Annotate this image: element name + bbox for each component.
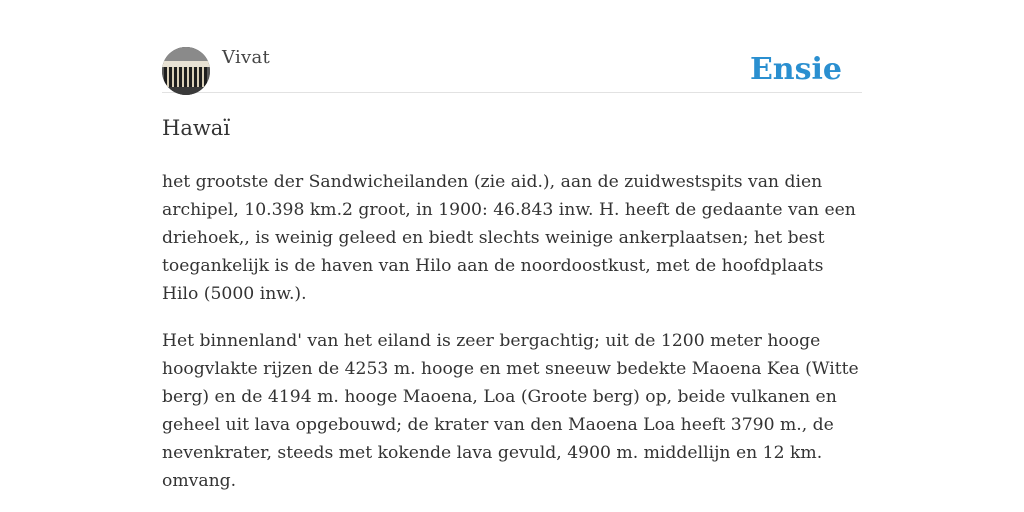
page-title: Hawaï — [162, 116, 231, 140]
author-name[interactable]: Vivat — [222, 47, 271, 68]
article-body — [162, 168, 862, 512]
paragraph: het grootste der Sandwicheilanden (zie aid.), aan de zuidwestspits van dien archipel, 10.398 km.2 groot, in 1900: 46.843 inw. H. heeft de gedaante van een driehoek,, is weinig geleed en biedt slechts weinige ankerplaatsen; het best toegankelijk is de haven van Hilo aan de noordoostkust, met de hoofdplaats Hilo (5000 inw.). — [162, 172, 856, 304]
brand-logo[interactable]: Ensie — [749, 52, 842, 87]
page — [162, 0, 862, 491]
paragraph: Het binnenland' van het eiland is zeer bergachtig; uit de 1200 meter hooge hoogvlakte rijzen de 4253 m. hooge en met sneeuw bedekte Maoena Kea (Witte berg) en de 4194 m. hooge Maoena, Loa (Groote berg) op, beide vulkanen en geheel uit lava opgebouwd; de krater van den Maoena Loa heeft 3790 m., de nevenkrater, steeds met kokende lava gevuld, 4900 m. middellijn en 12 km. omvang. — [162, 331, 859, 491]
avatar-image — [162, 47, 210, 95]
avatar[interactable] — [162, 47, 210, 95]
header — [162, 0, 862, 93]
